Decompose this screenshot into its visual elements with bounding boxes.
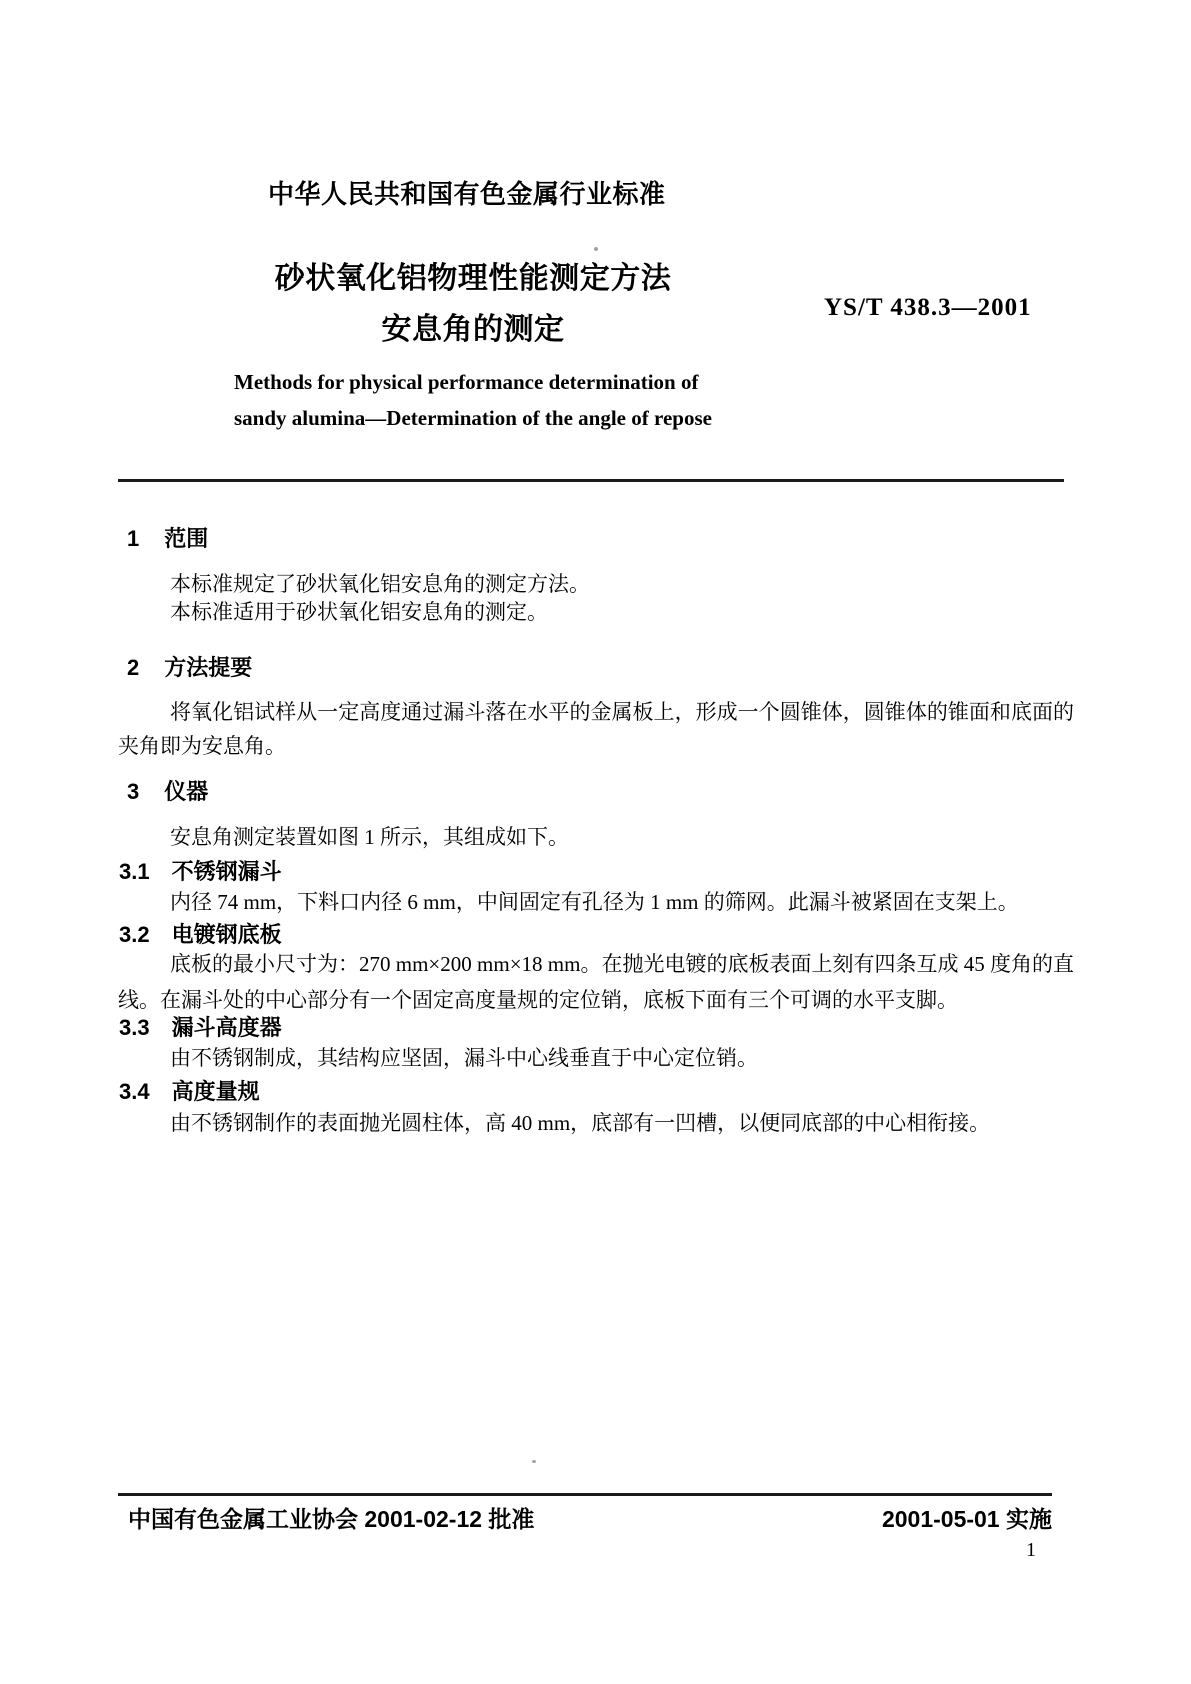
document-title-zh-line2: 安息角的测定 bbox=[381, 313, 565, 346]
footer-divider-rule bbox=[118, 1493, 1052, 1496]
section-3-2-number: 3.2 bbox=[119, 922, 150, 947]
document-title-en-line2: sandy alumina—Determination of the angle of repose bbox=[234, 406, 712, 430]
section-2-paragraph-1: 将氧化铝试样从一定高度通过漏斗落在水平的金属板上，形成一个圆锥体，圆锥体的锥面和底面的夹角即为安息角。 bbox=[118, 700, 1074, 758]
section-1-number: 1 bbox=[127, 526, 140, 551]
section-3-2-title: 电镀钢底板 bbox=[171, 922, 282, 947]
section-3-3-paragraph-1: 由不锈钢制成，其结构应坚固，漏斗中心线垂直于中心定位销。 bbox=[170, 1046, 758, 1070]
section-1-paragraph-1: 本标准规定了砂状氧化铝安息角的测定方法。 bbox=[170, 572, 590, 596]
scan-speck-dot bbox=[594, 247, 598, 251]
standard-number: YS/T 438.3—2001 bbox=[824, 294, 1032, 321]
section-3-2-paragraph-1: 底板的最小尺寸为：270 mm×200 mm×18 mm。在抛光电镀的底板表面上刻有四条互成 45 度角的直线。在漏斗处的中心部分有一个固定高度量规的定位销，底板下面有三个可调的水平支脚。 bbox=[118, 952, 1074, 1012]
document-title-zh-line1: 砂状氧化铝物理性能测定方法 bbox=[274, 262, 672, 295]
section-2-title: 方法提要 bbox=[164, 655, 253, 680]
section-3-4-number: 3.4 bbox=[119, 1079, 150, 1104]
section-1-heading bbox=[118, 527, 208, 550]
section-2-number: 2 bbox=[127, 655, 140, 680]
page-number: 1 bbox=[1026, 1539, 1036, 1561]
scan-speck-dot bbox=[532, 1460, 536, 1463]
footer-row bbox=[118, 1501, 1052, 1534]
section-3-heading bbox=[118, 780, 208, 803]
section-3-3-number: 3.3 bbox=[119, 1015, 150, 1040]
section-3-title: 仪器 bbox=[164, 779, 209, 804]
section-2-heading bbox=[118, 656, 252, 679]
section-3-paragraph-1: 安息角测定装置如图 1 所示，其组成如下。 bbox=[170, 825, 569, 849]
implementation-date: 2001-05-01 实施 bbox=[881, 1506, 1052, 1532]
section-3-1-number: 3.1 bbox=[119, 859, 150, 884]
section-3-1-paragraph-1: 内径 74 mm，下料口内径 6 mm，中间固定有孔径为 1 mm 的筛网。此漏斗被紧固在支架上。 bbox=[170, 890, 1019, 914]
section-3-1-title: 不锈钢漏斗 bbox=[171, 859, 282, 884]
section-1-title: 范围 bbox=[164, 526, 209, 551]
approval-statement: 中国有色金属工业协会 2001-02-12 批准 bbox=[128, 1506, 535, 1532]
section-3-number: 3 bbox=[127, 779, 140, 804]
section-3-4-title: 高度量规 bbox=[171, 1079, 260, 1104]
section-3-3-heading bbox=[118, 1016, 282, 1039]
section-1-paragraphs bbox=[118, 571, 1074, 626]
section-1-paragraph-2: 本标准适用于砂状氧化铝安息角的测定。 bbox=[170, 599, 548, 624]
section-3-1-heading bbox=[118, 860, 282, 883]
document-title-en-line1: Methods for physical performance determination of bbox=[234, 370, 699, 394]
section-3-3-title: 漏斗高度器 bbox=[171, 1015, 282, 1040]
section-3-4-heading bbox=[118, 1080, 260, 1103]
standard-category-heading: 中华人民共和国有色金属行业标准 bbox=[268, 179, 666, 209]
section-3-2-heading bbox=[118, 923, 282, 946]
header-divider-rule bbox=[118, 479, 1064, 482]
section-3-4-paragraph-1: 由不锈钢制作的表面抛光圆柱体，高 40 mm，底部有一凹槽，以便同底部的中心相衔接。 bbox=[170, 1111, 991, 1135]
